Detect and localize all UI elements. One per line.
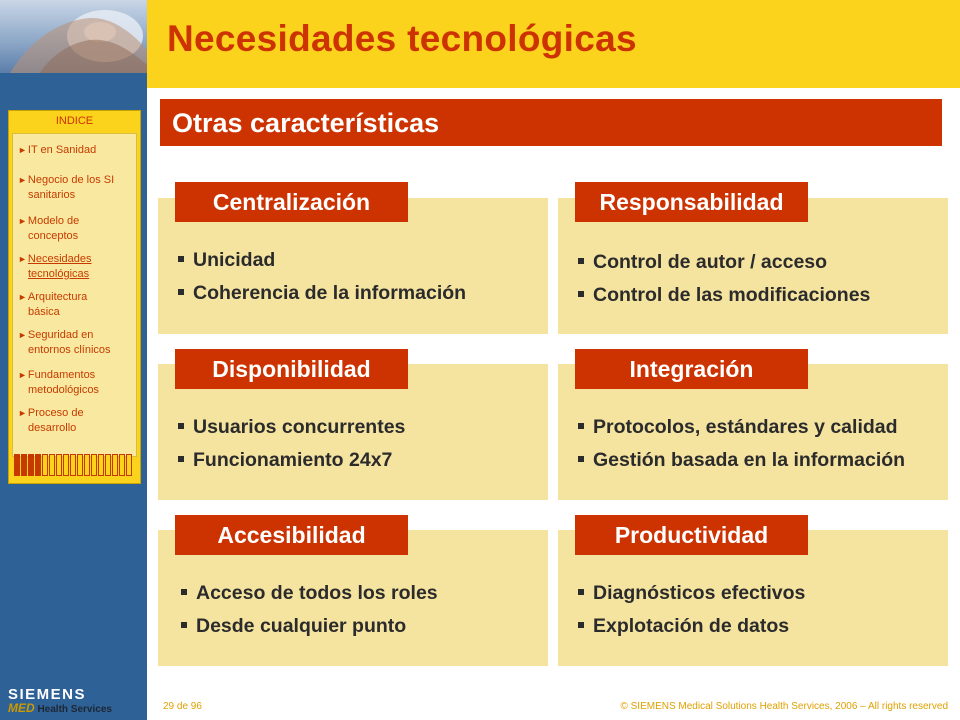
progress-segment [42,454,48,476]
progress-segment [56,454,62,476]
progress-segment [35,454,41,476]
bullet-square-icon [578,258,584,264]
card-title-productividad: Productividad [575,515,808,555]
bullet-item: Explotación de datos [578,615,789,638]
progress-segment [21,454,27,476]
progress-indicator [14,454,131,476]
progress-segment [126,454,132,476]
bullet-square-icon [178,256,184,262]
copyright-notice: © SIEMENS Medical Solutions Health Services, 2006 – All rights reserved [620,701,948,712]
progress-segment [119,454,125,476]
page-title: Necesidades tecnológicas [167,18,637,59]
bullet-square-icon [181,589,187,595]
arrow-right-icon: ► [18,254,27,264]
bullet-item: Desde cualquier punto [181,615,406,638]
siemens-med-logo: SIEMENS MED Health Services [8,686,112,715]
header-photo [0,0,147,73]
bullet-item: Unicidad [178,249,275,272]
arrow-right-icon: ► [18,175,27,185]
bullet-item: Control de las modificaciones [578,284,870,307]
index-heading: INDICE [55,115,94,127]
bullet-square-icon [178,423,184,429]
card-title-centralizacion: Centralización [175,182,408,222]
index-item-seguridad[interactable]: ►Seguridad en entornos clínicos [18,329,111,356]
index-item-fundamentos[interactable]: ►Fundamentos metodológicos [18,369,99,396]
progress-segment [28,454,34,476]
bullet-square-icon [578,622,584,628]
arrow-right-icon: ► [18,408,27,418]
index-item-arquitectura[interactable]: ►Arquitectura básica [18,291,88,318]
bullet-square-icon [178,289,184,295]
progress-segment [98,454,104,476]
arrow-right-icon: ► [18,145,27,155]
bullet-item: Usuarios concurrentes [178,416,405,439]
bullet-item: Control de autor / acceso [578,251,827,274]
index-item-proceso[interactable]: ►Proceso de desarrollo [18,407,84,434]
progress-segment [63,454,69,476]
bullet-item: Diagnósticos efectivos [578,582,805,605]
bullet-item: Protocolos, estándares y calidad [578,416,898,439]
bullet-item: Acceso de todos los roles [181,582,438,605]
arrow-right-icon: ► [18,292,27,302]
arrow-right-icon: ► [18,370,27,380]
section-subtitle: Otras características [172,108,440,138]
bullet-square-icon [578,589,584,595]
progress-segment [105,454,111,476]
index-item-it-en-sanidad[interactable]: ►IT en Sanidad [18,144,97,156]
card-title-integracion: Integración [575,349,808,389]
arrow-right-icon: ► [18,216,27,226]
progress-segment [70,454,76,476]
bullet-square-icon [181,622,187,628]
progress-segment [49,454,55,476]
progress-segment [91,454,97,476]
bullet-item: Coherencia de la información [178,282,466,305]
bullet-item: Gestión basada en la información [578,449,905,472]
arrow-right-icon: ► [18,330,27,340]
bullet-square-icon [578,456,584,462]
card-title-responsabilidad: Responsabilidad [575,182,808,222]
card-title-accesibilidad: Accesibilidad [175,515,408,555]
bullet-square-icon [178,456,184,462]
index-item-necesidades[interactable]: ►Necesidades tecnológicas [18,253,92,280]
progress-segment [14,454,20,476]
bullet-square-icon [578,291,584,297]
index-item-modelo[interactable]: ►Modelo de conceptos [18,215,80,242]
bullet-item: Funcionamiento 24x7 [178,449,392,472]
card-title-disponibilidad: Disponibilidad [175,349,408,389]
bullet-square-icon [578,423,584,429]
progress-segment [112,454,118,476]
index-item-negocio[interactable]: ►Negocio de los SI sanitarios [18,174,115,201]
progress-segment [84,454,90,476]
page-number: 29 de 96 [163,701,202,712]
progress-segment [77,454,83,476]
